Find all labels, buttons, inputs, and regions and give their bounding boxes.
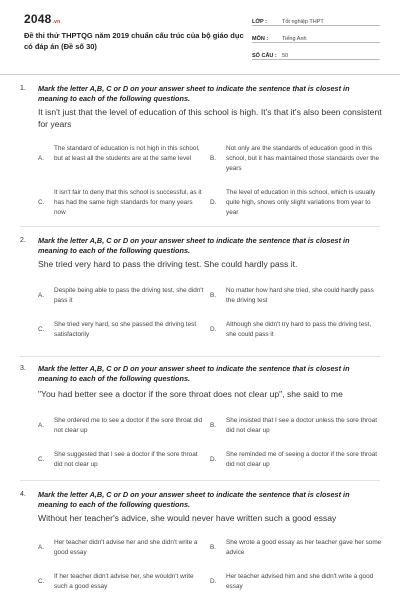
option-text: Although she didn't try hard to pass the driving test, she could pass it — [226, 321, 372, 338]
option-letter: A. — [38, 422, 45, 429]
option-text: Despite being able to pass the driving test, she didn't pass it — [54, 287, 204, 304]
option-text: She tried very hard, so she passed the driving test satisfactorily — [54, 321, 197, 338]
question-stem: She tried very hard to pass the driving test. She could hardly pass it. — [38, 259, 298, 269]
option-text: No matter how hard she tried, she could hardly pass the driving test — [226, 287, 374, 304]
question-instruction: Mark the letter A,B, C or D on your answer sheet to indicate the sentence that is closest in meaning to each of the following questions. — [38, 490, 350, 509]
option-letter: B. — [210, 422, 217, 429]
meta-label: SỐ CÂU : — [252, 53, 277, 59]
question-stem: It isn't just that the level of education of this school is high. It's that it's also been consistent for years — [38, 107, 382, 129]
option-text: Her teacher advised him and she didn't write a good essay — [226, 573, 374, 590]
option-letter: D. — [210, 326, 217, 333]
logo-suffix: .vn — [52, 19, 61, 25]
header — [0, 0, 400, 72]
option-letter: B. — [210, 292, 217, 299]
meta-row-subject — [252, 31, 380, 43]
logo-main: 2048 — [24, 12, 52, 26]
option-text: She wrote a good essay as her teacher gave her some advice — [226, 539, 382, 556]
option-letter: A. — [38, 544, 45, 551]
option-text: Her teacher didn't advise her and she didn't write a good essay — [54, 539, 198, 556]
question-separator — [20, 480, 380, 481]
meta-value: Tốt nghiệp THPT — [282, 19, 324, 25]
question-separator — [20, 356, 380, 357]
header-divider — [0, 74, 400, 75]
option-letter: B. — [210, 155, 217, 162]
question-number: 1. — [20, 85, 26, 92]
option-letter: A. — [38, 292, 45, 299]
option-text: She reminded me of seeing a doctor if the sore throat did not clear up — [226, 451, 377, 468]
option-text: Not only are the standards of education good in this school, but it has maintained those standards over the years — [226, 145, 380, 172]
meta-row-class — [252, 14, 380, 26]
option-text: She insisted that I see a doctor unless the sore throat did not clear up — [226, 417, 377, 434]
option-text: She suggested that I see a doctor if the sore throat did not clear up — [54, 451, 198, 468]
exam-meta — [252, 14, 380, 65]
option-letter: C. — [38, 456, 45, 463]
question-stem: Without her teacher's advice, she would never have written such a good essay — [38, 513, 337, 523]
option-text: If her teacher didn't advise her, she wouldn't write such a good essay — [54, 573, 194, 590]
question-number: 4. — [20, 491, 26, 498]
meta-label: LỚP : — [252, 19, 267, 25]
question-number: 3. — [20, 365, 26, 372]
option-letter: C. — [38, 326, 45, 333]
meta-value: Tiếng Anh — [282, 36, 307, 42]
question-instruction: Mark the letter A,B, C or D on your answer sheet to indicate the sentence that is closest in meaning to each of the following questions. — [38, 84, 350, 103]
question-number: 2. — [20, 237, 26, 244]
meta-row-count — [252, 48, 380, 60]
option-letter: C. — [38, 199, 45, 206]
option-text: It isn't fair to deny that this school is successful, as it has had the same high standards for many years now — [54, 189, 202, 216]
option-letter: D. — [210, 199, 217, 206]
option-letter: C. — [38, 578, 45, 585]
exam-title: Đề thi thử THPTQG năm 2019 chuẩn cấu trúc của bộ giáo dục có đáp án (Đề số 30) — [24, 31, 244, 51]
question-instruction: Mark the letter A,B, C or D on your answer sheet to indicate the sentence that is closest in meaning to each of the following questions. — [38, 236, 350, 255]
option-letter: B. — [210, 544, 217, 551]
option-letter: D. — [210, 456, 217, 463]
option-text: The standard of education is not high in this school, but at least all the students are at the same level — [54, 145, 200, 162]
question-stem: "You had better see a doctor if the sore throat does not clear up", she said to me — [38, 389, 343, 399]
meta-label: MÔN : — [252, 36, 269, 42]
option-text: She ordered me to see a doctor if the sore throat did not clear up — [54, 417, 203, 434]
site-logo[interactable] — [24, 12, 60, 26]
question-separator — [20, 226, 380, 227]
option-text: The level of education in this school, which is usually quite high, shows only slight variations from year to year — [226, 189, 376, 216]
option-letter: D. — [210, 578, 217, 585]
meta-value: 50 — [282, 53, 289, 59]
option-letter: A. — [38, 155, 45, 162]
question-instruction: Mark the letter A,B, C or D on your answer sheet to indicate the sentence that is closest in meaning to each of the following questions. — [38, 364, 350, 383]
